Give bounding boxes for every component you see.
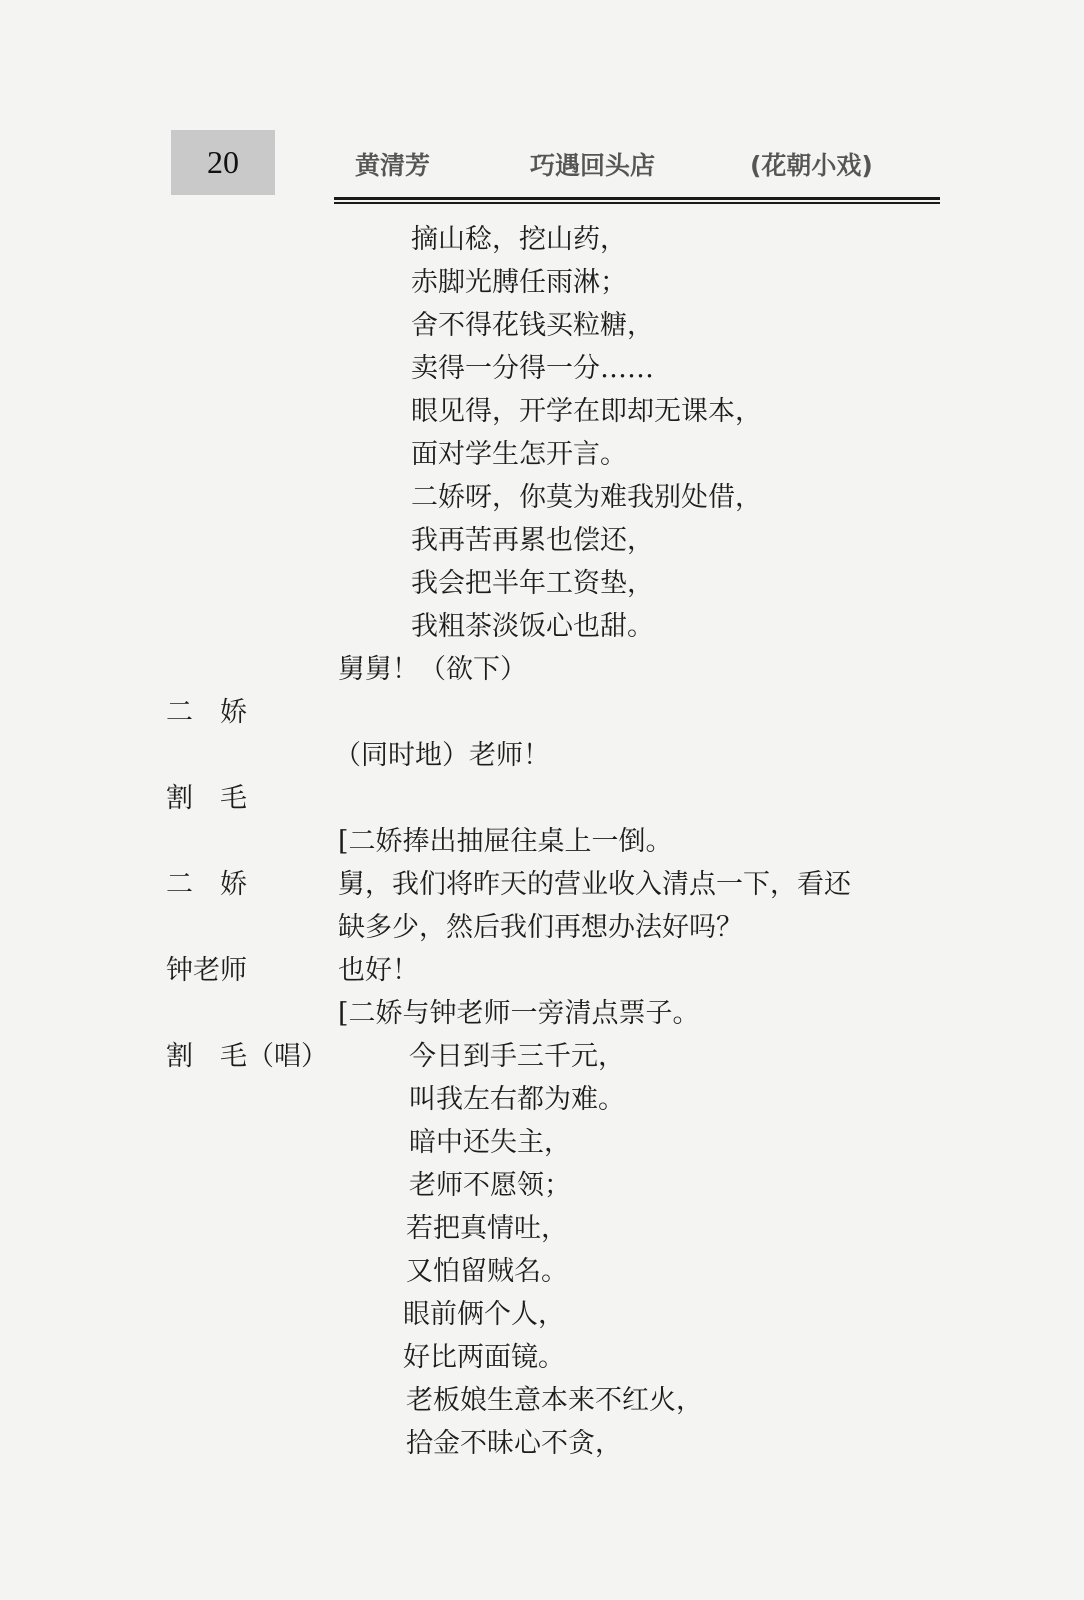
verse-line: 叫我左右都为难。 [409,1084,625,1115]
verse-line: 好比两面镜。 [403,1342,565,1373]
verse-line: 赤脚光膊任雨淋； [411,267,627,298]
verse-line: 暗中还失主， [409,1127,571,1158]
verse-line: 卖得一分得一分…… [411,353,654,384]
stage-direction: [二娇捧出抽屉往桌上一倒。 [338,826,673,857]
verse-line: 二娇呀，你莫为难我别处借， [411,482,762,513]
speaker-gemao-sing: 割 毛（唱） [166,1041,328,1072]
verse-line: 面对学生怎开言。 [411,439,627,470]
verse-line: 眼前俩个人， [403,1299,565,1330]
page-number-text: 20 [207,144,239,180]
header-author: 黄清芳 [355,151,431,180]
verse-line: 我再苦再累也偿还， [411,525,654,556]
dialogue-line: 也好！ [338,955,419,986]
verse-line: 舍不得花钱买粒糖， [411,310,654,341]
verse-line: 今日到手三千元， [409,1041,625,1072]
dialogue-line: （同时地）老师！ [334,740,550,771]
verse-line: 眼见得，开学在即却无课本， [411,396,762,427]
verse-line: 摘山稔，挖山药， [411,224,627,255]
header-rule-thin [334,202,940,204]
verse-line: 又怕留贼名。 [406,1256,568,1287]
verse-line: 老师不愿领； [409,1170,571,1201]
speaker-erjiao: 二 娇 [166,869,247,900]
header-rule-thick [334,197,940,200]
speaker-gemao: 割 毛 [166,783,247,814]
running-header [355,146,915,186]
verse-line: 老板娘生意本来不红火， [406,1385,703,1416]
header-genre: (花朝小戏) [750,151,873,180]
dialogue-line: 缺多少，然后我们再想办法好吗？ [338,912,743,943]
stage-direction: [二娇与钟老师一旁清点票子。 [338,998,700,1029]
header-title: 巧遇回头店 [530,151,656,180]
dialogue-line: 舅舅！（欲下） [338,654,527,685]
page-number [171,130,275,195]
speaker-erjiao: 二 娇 [166,697,247,728]
dialogue-line: 舅，我们将昨天的营业收入清点一下，看还 [338,869,851,900]
verse-line: 拾金不昧心不贪， [406,1428,622,1459]
verse-line: 若把真情吐， [406,1213,568,1244]
verse-line: 我粗茶淡饭心也甜。 [411,611,654,642]
verse-line: 我会把半年工资垫， [411,568,654,599]
speaker-zhong: 钟老师 [166,955,247,986]
